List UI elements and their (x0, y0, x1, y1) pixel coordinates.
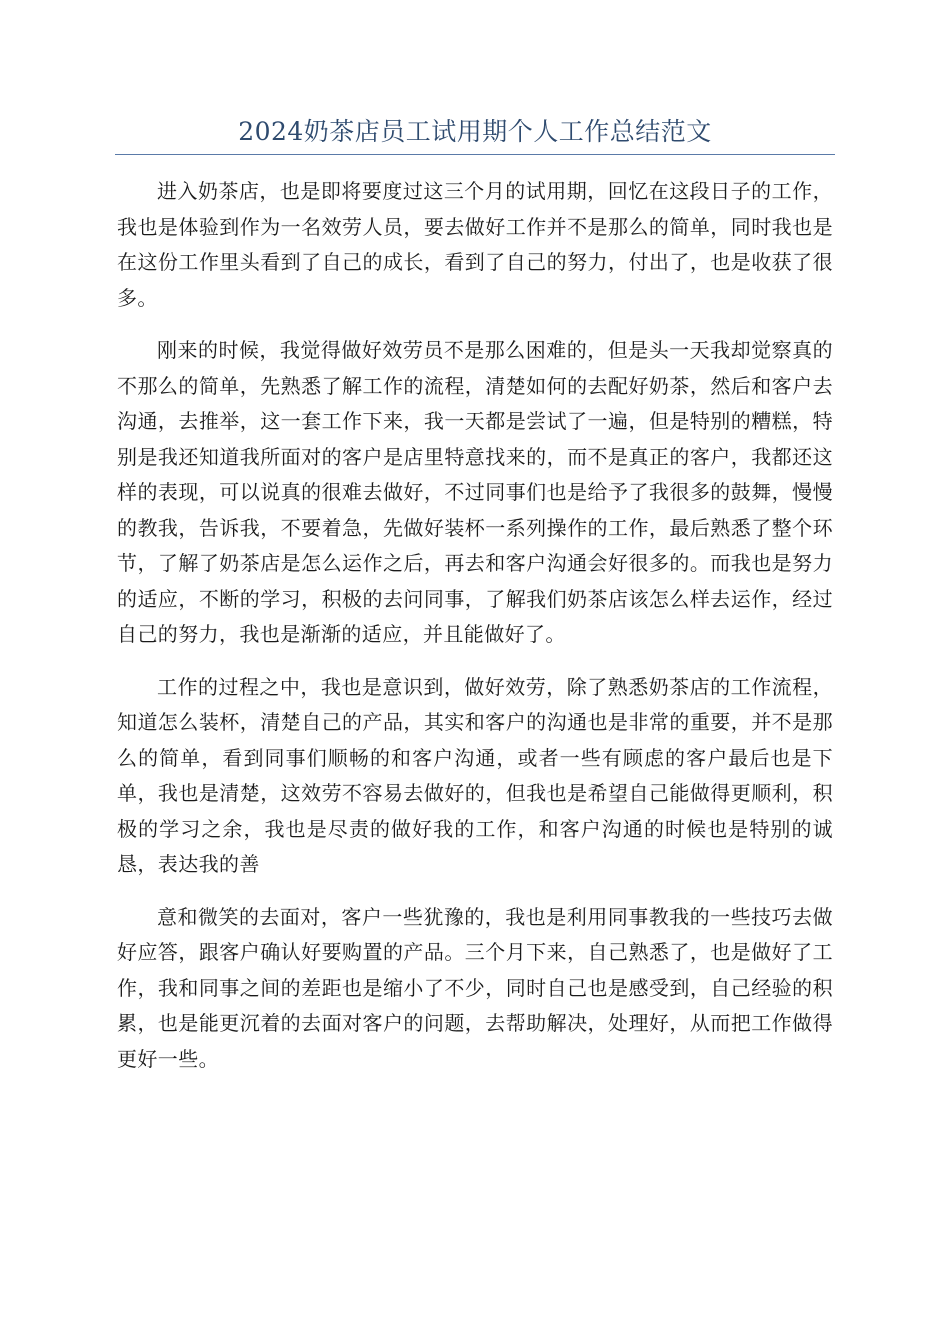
paragraph-4: 意和微笑的去面对，客户一些犹豫的，我也是利用同事教我的一些技巧去做好应答，跟客户确认好要购置的产品。三个月下来，自己熟悉了，也是做好了工作，我和同事之间的差距也是缩小了不少，同时自己也是感受到，自己经验的积累，也是能更沉着的去面对客户的问题，去帮助解决，处理好，从而把工作做得更好一些。 (117, 904, 833, 1071)
document-body (117, 174, 833, 1094)
paragraph-1: 进入奶茶店，也是即将要度过这三个月的试用期，回忆在这段日子的工作，我也是体验到作为一名效劳人员，要去做好工作并不是那么的简单，同时我也是在这份工作里头看到了自己的成长，看到了自己的努力，付出了，也是收获了很多。 (117, 179, 833, 310)
title-underline (115, 154, 835, 155)
paragraph-3: 工作的过程之中，我也是意识到，做好效劳，除了熟悉奶茶店的工作流程，知道怎么装杯，清楚自己的产品，其实和客户的沟通也是非常的重要，并不是那么的简单，看到同事们顺畅的和客户沟通，或者一些有顾虑的客户最后也是下单，我也是清楚，这效劳不容易去做好的，但我也是希望自己能做得更顺利，积极的学习之余，我也是尽责的做好我的工作，和客户沟通的时候也是特别的诚恳，表达我的善 (117, 674, 833, 876)
document-title: 2024奶茶店员工试用期个人工作总结范文 (238, 117, 712, 146)
paragraph-2: 刚来的时候，我觉得做好效劳员不是那么困难的，但是头一天我却觉察真的不那么的简单，先熟悉了解工作的流程，清楚如何的去配好奶茶，然后和客户去沟通，去推举，这一套工作下来，我一天都是尝试了一遍，但是特别的糟糕，特别是我还知道我所面对的客户是店里特意找来的，而不是真正的客户，我都还这样的表现，可以说真的很难去做好，不过同事们也是给予了我很多的鼓舞，慢慢的教我，告诉我，不要着急，先做好装杯一系列操作的工作，最后熟悉了整个环节，了解了奶茶店是怎么运作之后，再去和客户沟通会好很多的。而我也是努力的适应，不断的学习，积极的去问同事，了解我们奶茶店该怎么样去运作，经过自己的努力，我也是渐渐的适应，并且能做好了。 (117, 338, 833, 646)
